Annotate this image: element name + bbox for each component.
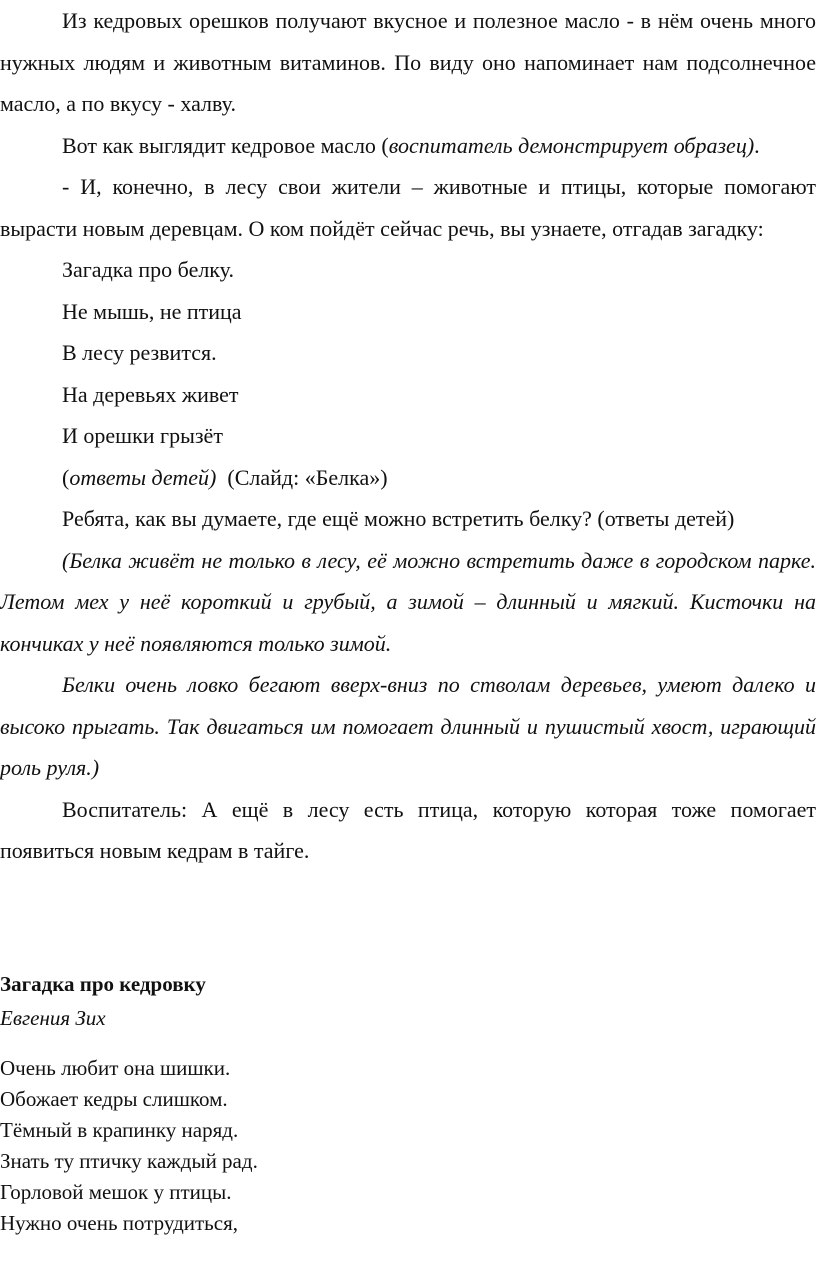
answers-slide: (Слайд: «Белка») xyxy=(216,464,388,490)
squirrel-info-1: (Белка живёт не только в лесу, её можно встретить даже в городском парке. Летом мех у неё короткий и грубый, а зимой – длинный и мягкий. Кисточки на кончиках у неё появляются только зимой. xyxy=(0,547,816,656)
riddle-line: В лесу резвится. xyxy=(62,340,217,365)
poem-line: Горловой мешок у птицы. xyxy=(0,1180,232,1204)
demo-italic: воспитатель демонстрирует образец) xyxy=(388,132,755,158)
demo-text: Вот как выглядит кедровое масло ( xyxy=(62,132,389,158)
squirrel-info-2: Белки очень ловко бегают вверх-вниз по стволам деревьев, умеют далеко и высоко прыгать. Так двигаться им помогает длинный и пушистый хвост, играющий роль руля.) xyxy=(0,672,816,780)
question-line: Ребята, как вы думаете, где ещё можно встретить белку? (ответы детей) xyxy=(62,506,735,531)
answers-italic: ответы детей) xyxy=(69,464,217,490)
paragraph-cedar-oil: Из кедровых орешков получают вкусное и полезное масло - в нём очень много нужных людям и животным витаминов. По виду оно напоминает нам подсолнечное масло, а по вкусу - халву. xyxy=(0,8,816,116)
poem-line: Тёмный в крапинку наряд. xyxy=(0,1118,239,1142)
poem-lines xyxy=(0,1053,258,1239)
poem-author: Евгения Зих xyxy=(0,1006,106,1030)
poem-title: Загадка про кедровку xyxy=(0,972,206,996)
poem-line: Обожает кедры слишком. xyxy=(0,1087,228,1111)
riddle-line: Не мышь, не птица xyxy=(62,298,242,324)
teacher-line: Воспитатель: А ещё в лесу есть птица, которую которая тоже помогает появиться новым кедрам в тайге. xyxy=(0,796,816,863)
paragraph-forest-dwellers: - И, конечно, в лесу свои жители – животные и птицы, которые помогают вырасти новым деревцам. О ком пойдёт сейчас речь, вы узнаете, отгадав загадку: xyxy=(0,174,816,241)
poem-line: Очень любит она шишки. xyxy=(0,1056,231,1080)
riddle-line: И орешки грызёт xyxy=(62,423,223,448)
poem-line: Знать ту птичку каждый рад. xyxy=(0,1149,258,1173)
riddle-title: Загадка про белку. xyxy=(62,257,234,282)
demo-end: . xyxy=(754,132,760,158)
answers-open: ( xyxy=(62,464,70,490)
paragraph-oil-demo xyxy=(0,125,816,167)
poem-line: Нужно очень потрудиться, xyxy=(0,1211,238,1235)
riddle-line: На деревьях живет xyxy=(62,381,239,407)
answers-line xyxy=(0,457,816,499)
